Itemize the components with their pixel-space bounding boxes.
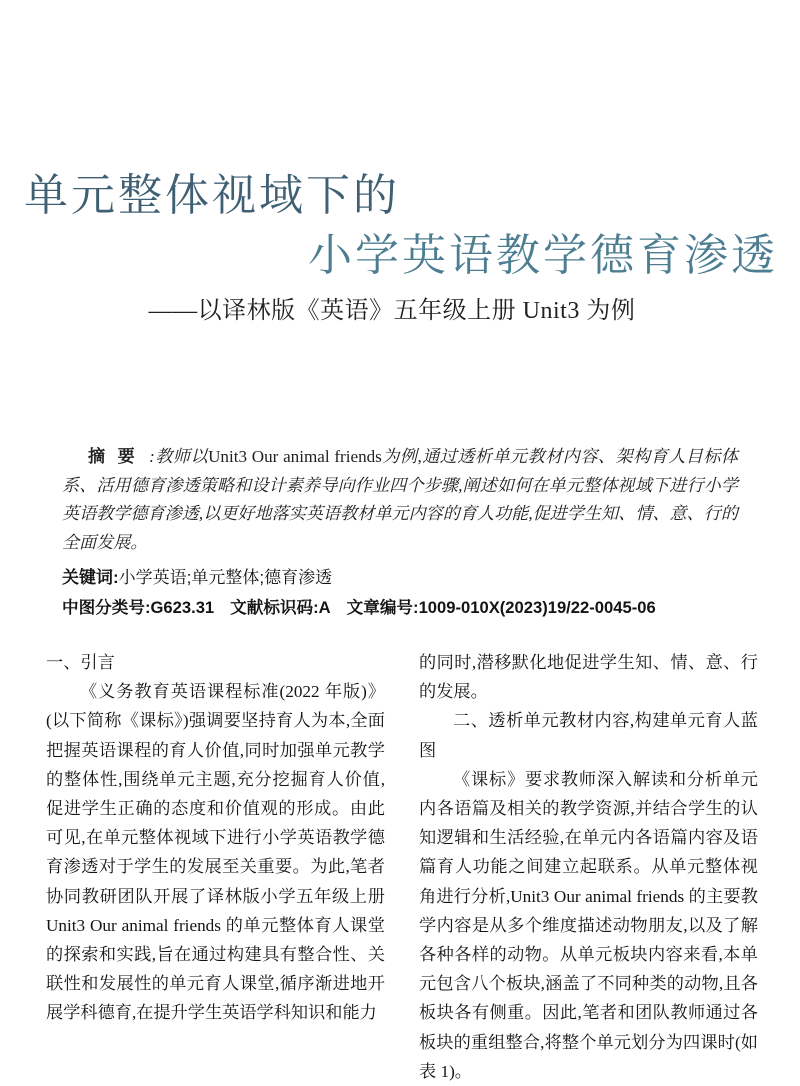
article-number-separator: : bbox=[413, 598, 419, 618]
page-title-line-1: 单元整体视域下的 bbox=[24, 171, 400, 220]
abstract-separator: : bbox=[149, 447, 155, 466]
article-title-block bbox=[0, 168, 800, 328]
keywords-separator: : bbox=[113, 568, 119, 588]
clc-number bbox=[62, 598, 214, 617]
article-body bbox=[46, 648, 758, 1086]
keywords-label: 关键词 bbox=[62, 568, 113, 588]
body-column-left bbox=[46, 648, 385, 1086]
abstract-text-before-english: 教师以 bbox=[154, 447, 209, 466]
article-number-label: 文章编号 bbox=[346, 598, 414, 618]
keywords-value: 小学英语;单元整体;德育渗透 bbox=[118, 568, 333, 588]
section-heading-introduction: 一、引言 bbox=[46, 653, 115, 672]
paragraph-introduction-continued: 的同时,潜移默化地促进学生知、情、意、行的发展。 bbox=[419, 653, 758, 702]
section-heading-unit-content: 二、透析单元教材内容,构建单元育人蓝图 bbox=[419, 711, 758, 760]
clc-separator: : bbox=[144, 598, 151, 618]
article-number-value: 1009-010X(2023)19/22-0045-06 bbox=[418, 598, 656, 618]
article-subtitle: ——以译林版《英语》五年级上册 Unit3 为例 bbox=[148, 298, 636, 324]
clc-value: G623.31 bbox=[150, 598, 215, 618]
keywords-line bbox=[62, 564, 738, 591]
paragraph-unit-content: 《课标》要求教师深入解读和分析单元内各语篇及相关的教学资源,并结合学生的认知逻辑和生活经验,在单元内各语篇内容及语篇育人功能之间建立起联系。从单元整体视角进行分析,Unit3 Our animal friends 的主要教学内容是从多个维度描述动物朋友,以及了解各种各样的动物。从单元板块内容来看,本单元包含八个板块,涵盖了不同种类的动物,且各板块各有侧重。因此,笔者和团队教师通过各板块的重组整合,将整个单元划分为四课时(如表 1)。 bbox=[419, 769, 758, 1081]
page-title-line-2: 小学英语教学德育渗透 bbox=[308, 231, 778, 280]
abstract-english-title: Unit3 Our animal friends bbox=[208, 447, 382, 466]
classification-line bbox=[62, 594, 738, 621]
abstract-label: 摘要 bbox=[88, 447, 148, 466]
abstract-paragraph bbox=[62, 443, 738, 557]
article-metadata-block bbox=[62, 443, 738, 621]
document-code-label: 文献标识码 bbox=[230, 598, 314, 618]
article-number bbox=[347, 598, 656, 617]
clc-label: 中图分类号 bbox=[62, 598, 145, 618]
paragraph-introduction: 《义务教育英语课程标准(2022 年版)》(以下简称《课标》)强调要坚持育人为本,全面把握英语课程的育人价值,同时加强单元教学的整体性,围绕单元主题,充分挖掘育人价值,促进学生正确的态度和价值观的形成。由此可见,在单元整体视域下进行小学英语教学德育渗透对于学生的发展至关重要。为此,笔者协同教研团队开展了译林版小学五年级上册Unit3 Our animal friends 的单元整体育人课堂的探索和实践,旨在通过构建具有整合性、关联性和发展性的单元育人课堂,循序渐进地开展学科德育,在提升学生英语学科知识和能力 bbox=[46, 682, 385, 1023]
document-code bbox=[230, 598, 330, 617]
document-code-separator: : bbox=[313, 598, 319, 618]
abstract-text-after-english: 为例,通过透析单元教材内容、架构育人目标体系、活用德育渗透策略和设计素养导向作业四个步骤,阐述如何在单元整体视域下进行小学英语教学德育渗透,以更好地落实英语教材单元内容的育人功能,促进学生知、情、意、行的全面发展。 bbox=[62, 447, 739, 552]
document-code-value: A bbox=[318, 598, 331, 618]
body-column-right bbox=[419, 648, 758, 1086]
